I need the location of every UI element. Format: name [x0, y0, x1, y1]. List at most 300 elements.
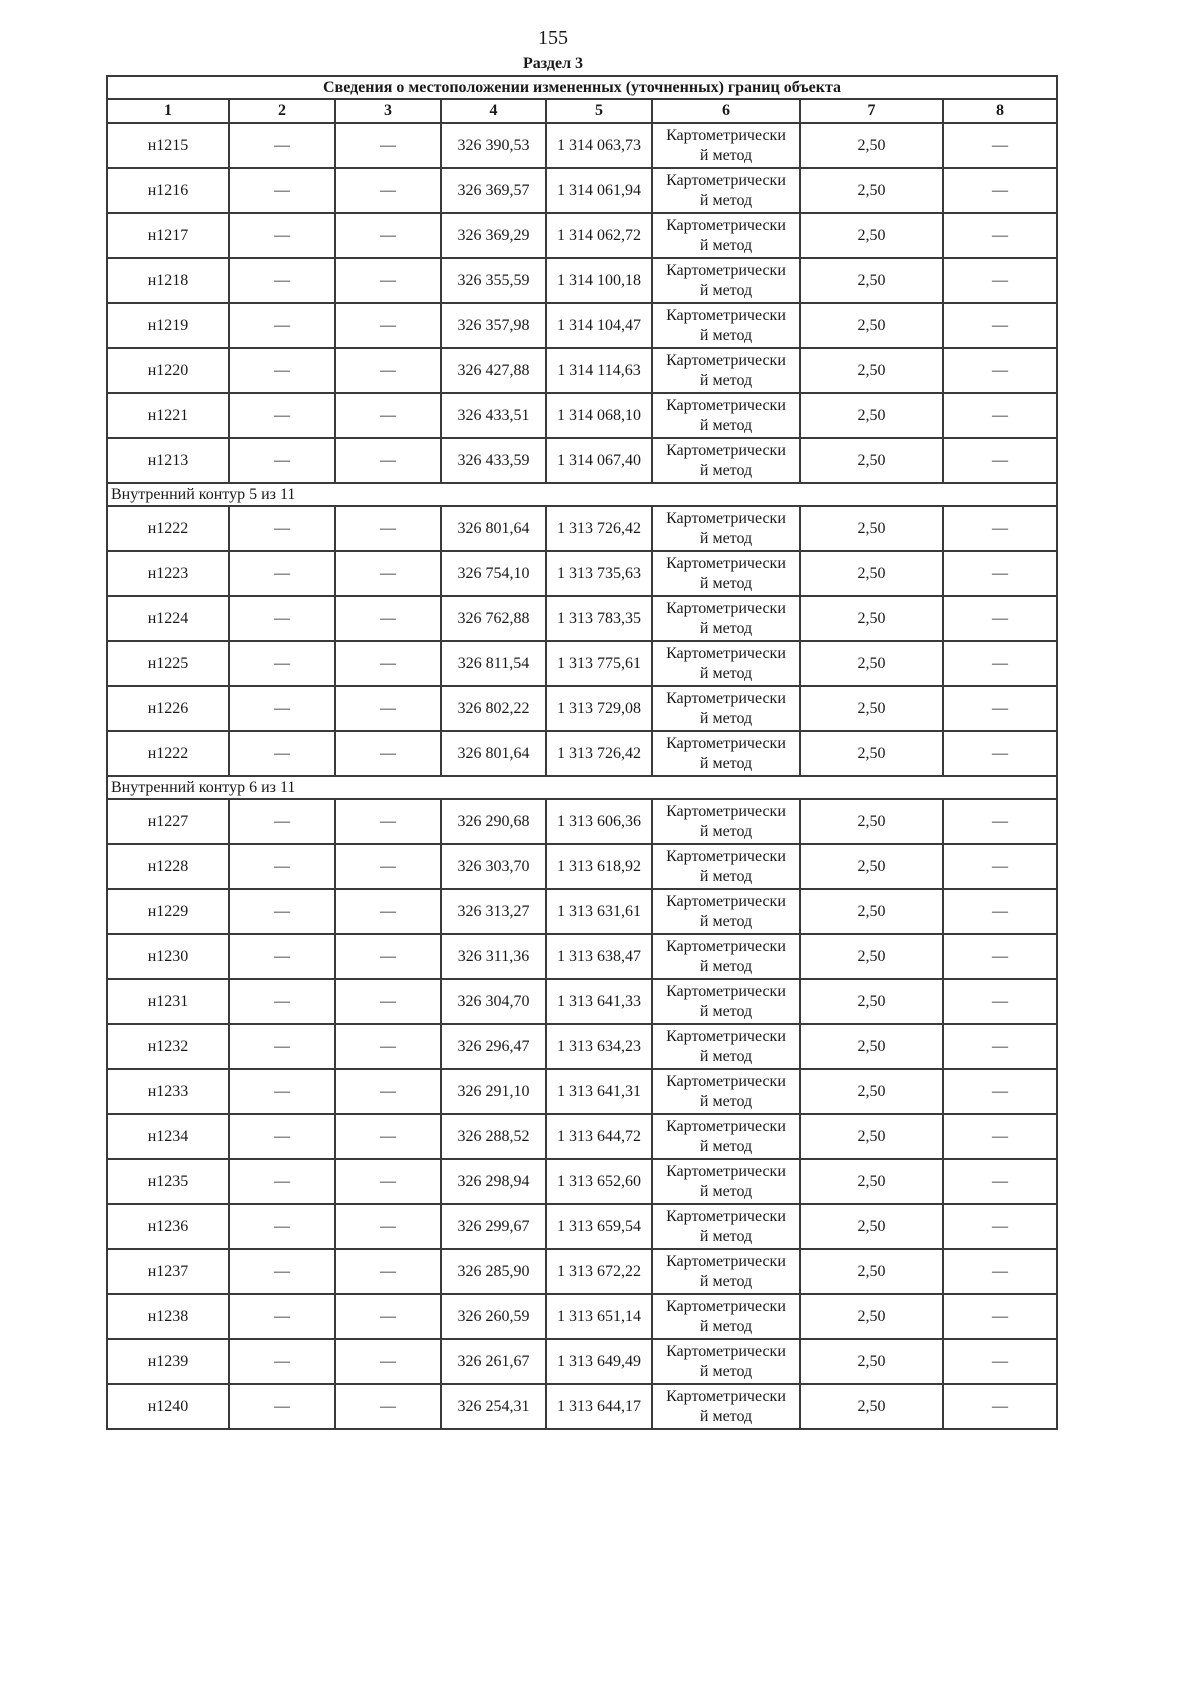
- cell-y-coord: 1 314 114,63: [546, 348, 652, 393]
- cell-x-coord: 326 303,70: [441, 844, 546, 889]
- cell-accuracy: 2,50: [800, 1384, 943, 1429]
- cell-col8: —: [943, 393, 1057, 438]
- cell-accuracy: 2,50: [800, 934, 943, 979]
- cell-col3: —: [335, 506, 441, 551]
- column-number-1: 1: [107, 99, 229, 123]
- cell-point-id: н1233: [107, 1069, 229, 1114]
- cell-col3: —: [335, 1114, 441, 1159]
- method-line-2: й метод: [699, 709, 753, 727]
- table-row: [107, 844, 1057, 889]
- cell-accuracy: 2,50: [800, 1339, 943, 1384]
- cell-method: [652, 258, 800, 303]
- table-row: [107, 393, 1057, 438]
- cell-y-coord: 1 313 729,08: [546, 686, 652, 731]
- table-row: [107, 686, 1057, 731]
- cell-method: [652, 168, 800, 213]
- cell-col8: —: [943, 303, 1057, 348]
- method-line-1: Картометрически: [666, 1297, 786, 1315]
- cell-x-coord: 326 291,10: [441, 1069, 546, 1114]
- cell-method: [652, 506, 800, 551]
- cell-method: [652, 844, 800, 889]
- cell-point-id: н1215: [107, 123, 229, 168]
- cell-accuracy: 2,50: [800, 641, 943, 686]
- method-line-2: й метод: [699, 619, 753, 637]
- cell-col3: —: [335, 1159, 441, 1204]
- table-row: [107, 1294, 1057, 1339]
- cell-point-id: н1228: [107, 844, 229, 889]
- cell-x-coord: 326 802,22: [441, 686, 546, 731]
- cell-col3: —: [335, 1249, 441, 1294]
- cell-col8: —: [943, 934, 1057, 979]
- cell-accuracy: 2,50: [800, 1294, 943, 1339]
- cell-col2: —: [229, 213, 335, 258]
- cell-x-coord: 326 433,59: [441, 438, 546, 483]
- table-row: [107, 123, 1057, 168]
- cell-y-coord: 1 313 652,60: [546, 1159, 652, 1204]
- cell-x-coord: 326 311,36: [441, 934, 546, 979]
- table-row: [107, 213, 1057, 258]
- table-row: [107, 1159, 1057, 1204]
- cell-accuracy: 2,50: [800, 551, 943, 596]
- cell-y-coord: 1 313 644,17: [546, 1384, 652, 1429]
- method-line-2: й метод: [699, 1092, 753, 1110]
- cell-x-coord: 326 357,98: [441, 303, 546, 348]
- column-number-5: 5: [546, 99, 652, 123]
- cell-method: [652, 641, 800, 686]
- method-line-1: Картометрически: [666, 1162, 786, 1180]
- cell-col3: —: [335, 889, 441, 934]
- method-line-2: й метод: [699, 912, 753, 930]
- cell-point-id: н1230: [107, 934, 229, 979]
- cell-x-coord: 326 260,59: [441, 1294, 546, 1339]
- cell-point-id: н1220: [107, 348, 229, 393]
- cell-col2: —: [229, 258, 335, 303]
- method-line-2: й метод: [699, 1047, 753, 1065]
- column-number-6: 6: [652, 99, 800, 123]
- cell-point-id: н1237: [107, 1249, 229, 1294]
- column-number-3: 3: [335, 99, 441, 123]
- cell-y-coord: 1 313 618,92: [546, 844, 652, 889]
- method-line-1: Картометрически: [666, 351, 786, 369]
- cell-col8: —: [943, 731, 1057, 776]
- cell-col2: —: [229, 1339, 335, 1384]
- cell-method: [652, 393, 800, 438]
- method-line-1: Картометрически: [666, 509, 786, 527]
- cell-method: [652, 1204, 800, 1249]
- cell-col3: —: [335, 1339, 441, 1384]
- cell-col3: —: [335, 686, 441, 731]
- cell-x-coord: 326 285,90: [441, 1249, 546, 1294]
- cell-col2: —: [229, 1024, 335, 1069]
- cell-col2: —: [229, 596, 335, 641]
- cell-y-coord: 1 313 726,42: [546, 731, 652, 776]
- cell-col3: —: [335, 1384, 441, 1429]
- cell-x-coord: 326 299,67: [441, 1204, 546, 1249]
- cell-point-id: н1226: [107, 686, 229, 731]
- cell-col8: —: [943, 168, 1057, 213]
- cell-col8: —: [943, 551, 1057, 596]
- cell-x-coord: 326 290,68: [441, 799, 546, 844]
- table-row: [107, 641, 1057, 686]
- cell-accuracy: 2,50: [800, 1159, 943, 1204]
- cell-y-coord: 1 313 735,63: [546, 551, 652, 596]
- cell-x-coord: 326 288,52: [441, 1114, 546, 1159]
- cell-col8: —: [943, 641, 1057, 686]
- method-line-1: Картометрически: [666, 261, 786, 279]
- cell-col2: —: [229, 686, 335, 731]
- cell-method: [652, 686, 800, 731]
- method-line-2: й метод: [699, 461, 753, 479]
- cell-point-id: н1221: [107, 393, 229, 438]
- method-line-2: й метод: [699, 191, 753, 209]
- cell-col2: —: [229, 889, 335, 934]
- cell-point-id: н1222: [107, 506, 229, 551]
- cell-x-coord: 326 304,70: [441, 979, 546, 1024]
- cell-col8: —: [943, 844, 1057, 889]
- method-line-2: й метод: [699, 146, 753, 164]
- cell-y-coord: 1 314 061,94: [546, 168, 652, 213]
- cell-col8: —: [943, 979, 1057, 1024]
- table-row: [107, 979, 1057, 1024]
- cell-y-coord: 1 313 631,61: [546, 889, 652, 934]
- cell-col2: —: [229, 551, 335, 596]
- cell-x-coord: 326 762,88: [441, 596, 546, 641]
- table-row: [107, 348, 1057, 393]
- table-row: [107, 596, 1057, 641]
- cell-y-coord: 1 313 783,35: [546, 596, 652, 641]
- cell-accuracy: 2,50: [800, 123, 943, 168]
- column-number-4: 4: [441, 99, 546, 123]
- cell-col8: —: [943, 1339, 1057, 1384]
- cell-accuracy: 2,50: [800, 889, 943, 934]
- table-row: [107, 799, 1057, 844]
- cell-accuracy: 2,50: [800, 258, 943, 303]
- table-title-row: [107, 76, 1057, 99]
- cell-point-id: н1219: [107, 303, 229, 348]
- method-line-1: Картометрически: [666, 734, 786, 752]
- cell-y-coord: 1 314 100,18: [546, 258, 652, 303]
- cell-x-coord: 326 433,51: [441, 393, 546, 438]
- cell-y-coord: 1 313 659,54: [546, 1204, 652, 1249]
- method-line-1: Картометрически: [666, 554, 786, 572]
- method-line-1: Картометрически: [666, 982, 786, 1000]
- cell-col8: —: [943, 596, 1057, 641]
- cell-y-coord: 1 313 726,42: [546, 506, 652, 551]
- cell-x-coord: 326 369,29: [441, 213, 546, 258]
- cell-accuracy: 2,50: [800, 393, 943, 438]
- cell-col2: —: [229, 506, 335, 551]
- cell-col8: —: [943, 1159, 1057, 1204]
- cell-accuracy: 2,50: [800, 596, 943, 641]
- cell-point-id: н1227: [107, 799, 229, 844]
- cell-accuracy: 2,50: [800, 731, 943, 776]
- cell-col2: —: [229, 641, 335, 686]
- cell-col3: —: [335, 213, 441, 258]
- cell-y-coord: 1 313 644,72: [546, 1114, 652, 1159]
- cell-col2: —: [229, 303, 335, 348]
- page-number: 155: [538, 27, 568, 49]
- method-line-2: й метод: [699, 1182, 753, 1200]
- method-line-2: й метод: [699, 1407, 753, 1425]
- cell-accuracy: 2,50: [800, 1114, 943, 1159]
- cell-method: [652, 1339, 800, 1384]
- method-line-2: й метод: [699, 236, 753, 254]
- coordinates-table: [106, 75, 1058, 1430]
- cell-col3: —: [335, 393, 441, 438]
- method-line-2: й метод: [699, 416, 753, 434]
- cell-col3: —: [335, 844, 441, 889]
- cell-col8: —: [943, 123, 1057, 168]
- method-line-2: й метод: [699, 664, 753, 682]
- cell-col3: —: [335, 641, 441, 686]
- cell-x-coord: 326 298,94: [441, 1159, 546, 1204]
- cell-method: [652, 934, 800, 979]
- method-line-2: й метод: [699, 1002, 753, 1020]
- column-number-row: [107, 99, 1057, 123]
- cell-x-coord: 326 313,27: [441, 889, 546, 934]
- cell-col3: —: [335, 1024, 441, 1069]
- cell-point-id: н1229: [107, 889, 229, 934]
- cell-x-coord: 326 811,54: [441, 641, 546, 686]
- table-row: [107, 551, 1057, 596]
- cell-point-id: н1222: [107, 731, 229, 776]
- cell-col8: —: [943, 686, 1057, 731]
- cell-col3: —: [335, 123, 441, 168]
- cell-col2: —: [229, 731, 335, 776]
- cell-accuracy: 2,50: [800, 506, 943, 551]
- cell-method: [652, 1069, 800, 1114]
- cell-col8: —: [943, 348, 1057, 393]
- cell-col2: —: [229, 1204, 335, 1249]
- method-line-1: Картометрически: [666, 126, 786, 144]
- cell-method: [652, 731, 800, 776]
- cell-y-coord: 1 313 651,14: [546, 1294, 652, 1339]
- cell-accuracy: 2,50: [800, 686, 943, 731]
- table-row: [107, 1384, 1057, 1429]
- cell-col3: —: [335, 1069, 441, 1114]
- cell-col2: —: [229, 844, 335, 889]
- cell-method: [652, 303, 800, 348]
- table-row: [107, 731, 1057, 776]
- cell-col2: —: [229, 393, 335, 438]
- cell-col3: —: [335, 303, 441, 348]
- cell-col2: —: [229, 438, 335, 483]
- cell-x-coord: 326 801,64: [441, 731, 546, 776]
- method-line-1: Картометрически: [666, 1207, 786, 1225]
- cell-point-id: н1232: [107, 1024, 229, 1069]
- cell-col2: —: [229, 1384, 335, 1429]
- cell-point-id: н1236: [107, 1204, 229, 1249]
- method-line-1: Картометрически: [666, 441, 786, 459]
- method-line-2: й метод: [699, 957, 753, 975]
- cell-accuracy: 2,50: [800, 168, 943, 213]
- cell-point-id: н1223: [107, 551, 229, 596]
- method-line-2: й метод: [699, 529, 753, 547]
- cell-method: [652, 1384, 800, 1429]
- method-line-1: Картометрически: [666, 1387, 786, 1405]
- cell-point-id: н1234: [107, 1114, 229, 1159]
- cell-col8: —: [943, 506, 1057, 551]
- cell-method: [652, 1024, 800, 1069]
- method-line-2: й метод: [699, 822, 753, 840]
- cell-col3: —: [335, 1204, 441, 1249]
- cell-col2: —: [229, 1294, 335, 1339]
- cell-x-coord: 326 801,64: [441, 506, 546, 551]
- contour-label: Внутренний контур 5 из 11: [107, 483, 1057, 506]
- method-line-1: Картометрически: [666, 1252, 786, 1270]
- cell-method: [652, 1249, 800, 1294]
- cell-col8: —: [943, 889, 1057, 934]
- cell-method: [652, 348, 800, 393]
- cell-method: [652, 438, 800, 483]
- cell-method: [652, 213, 800, 258]
- table-row: [107, 1114, 1057, 1159]
- cell-y-coord: 1 313 638,47: [546, 934, 652, 979]
- method-line-1: Картометрически: [666, 1342, 786, 1360]
- cell-x-coord: 326 261,67: [441, 1339, 546, 1384]
- method-line-1: Картометрически: [666, 1072, 786, 1090]
- coordinates-table-container: [106, 75, 1056, 1430]
- cell-x-coord: 326 254,31: [441, 1384, 546, 1429]
- cell-col2: —: [229, 123, 335, 168]
- method-line-1: Картометрически: [666, 396, 786, 414]
- cell-col3: —: [335, 438, 441, 483]
- method-line-1: Картометрически: [666, 599, 786, 617]
- cell-accuracy: 2,50: [800, 348, 943, 393]
- cell-y-coord: 1 314 063,73: [546, 123, 652, 168]
- cell-col3: —: [335, 1294, 441, 1339]
- cell-method: [652, 596, 800, 641]
- method-line-2: й метод: [699, 1317, 753, 1335]
- cell-col2: —: [229, 934, 335, 979]
- contour-label: Внутренний контур 6 из 11: [107, 776, 1057, 799]
- cell-point-id: н1239: [107, 1339, 229, 1384]
- cell-x-coord: 326 427,88: [441, 348, 546, 393]
- method-line-2: й метод: [699, 1227, 753, 1245]
- cell-col8: —: [943, 1204, 1057, 1249]
- cell-col2: —: [229, 1249, 335, 1294]
- cell-y-coord: 1 313 649,49: [546, 1339, 652, 1384]
- method-line-2: й метод: [699, 281, 753, 299]
- cell-method: [652, 799, 800, 844]
- cell-col2: —: [229, 348, 335, 393]
- cell-col8: —: [943, 1024, 1057, 1069]
- method-line-1: Картометрически: [666, 937, 786, 955]
- method-line-2: й метод: [699, 371, 753, 389]
- cell-point-id: н1218: [107, 258, 229, 303]
- method-line-2: й метод: [699, 1362, 753, 1380]
- cell-y-coord: 1 313 672,22: [546, 1249, 652, 1294]
- cell-point-id: н1217: [107, 213, 229, 258]
- cell-method: [652, 551, 800, 596]
- cell-y-coord: 1 314 062,72: [546, 213, 652, 258]
- cell-y-coord: 1 314 068,10: [546, 393, 652, 438]
- method-line-2: й метод: [699, 1272, 753, 1290]
- method-line-1: Картометрически: [666, 892, 786, 910]
- cell-col2: —: [229, 1159, 335, 1204]
- cell-accuracy: 2,50: [800, 1249, 943, 1294]
- table-row: [107, 1339, 1057, 1384]
- cell-accuracy: 2,50: [800, 1204, 943, 1249]
- cell-col8: —: [943, 213, 1057, 258]
- table-row: [107, 1069, 1057, 1114]
- cell-col3: —: [335, 551, 441, 596]
- cell-accuracy: 2,50: [800, 979, 943, 1024]
- cell-y-coord: 1 313 641,31: [546, 1069, 652, 1114]
- section-title: Раздел 3: [522, 55, 584, 72]
- cell-method: [652, 889, 800, 934]
- cell-col2: —: [229, 168, 335, 213]
- cell-accuracy: 2,50: [800, 303, 943, 348]
- method-line-2: й метод: [699, 1137, 753, 1155]
- cell-col2: —: [229, 1069, 335, 1114]
- column-number-7: 7: [800, 99, 943, 123]
- method-line-1: Картометрически: [666, 802, 786, 820]
- cell-x-coord: 326 296,47: [441, 1024, 546, 1069]
- method-line-2: й метод: [699, 754, 753, 772]
- table-row: [107, 438, 1057, 483]
- cell-x-coord: 326 390,53: [441, 123, 546, 168]
- method-line-1: Картометрически: [666, 1027, 786, 1045]
- cell-col3: —: [335, 596, 441, 641]
- method-line-1: Картометрически: [666, 1117, 786, 1135]
- column-number-2: 2: [229, 99, 335, 123]
- table-row: [107, 506, 1057, 551]
- cell-y-coord: 1 313 606,36: [546, 799, 652, 844]
- table-body: [107, 76, 1057, 1429]
- method-line-1: Картометрически: [666, 216, 786, 234]
- cell-col3: —: [335, 979, 441, 1024]
- cell-point-id: н1240: [107, 1384, 229, 1429]
- table-row: [107, 1024, 1057, 1069]
- cell-x-coord: 326 355,59: [441, 258, 546, 303]
- cell-point-id: н1224: [107, 596, 229, 641]
- cell-x-coord: 326 369,57: [441, 168, 546, 213]
- cell-col3: —: [335, 168, 441, 213]
- cell-col8: —: [943, 1114, 1057, 1159]
- cell-col2: —: [229, 1114, 335, 1159]
- cell-col8: —: [943, 1249, 1057, 1294]
- cell-accuracy: 2,50: [800, 1024, 943, 1069]
- cell-col8: —: [943, 799, 1057, 844]
- method-line-1: Картометрически: [666, 644, 786, 662]
- cell-accuracy: 2,50: [800, 1069, 943, 1114]
- method-line-2: й метод: [699, 867, 753, 885]
- cell-method: [652, 979, 800, 1024]
- cell-col3: —: [335, 731, 441, 776]
- method-line-2: й метод: [699, 326, 753, 344]
- method-line-2: й метод: [699, 574, 753, 592]
- method-line-1: Картометрически: [666, 171, 786, 189]
- cell-y-coord: 1 314 104,47: [546, 303, 652, 348]
- cell-col8: —: [943, 1294, 1057, 1339]
- cell-col3: —: [335, 348, 441, 393]
- cell-method: [652, 1114, 800, 1159]
- contour-label-row: [107, 776, 1057, 799]
- cell-y-coord: 1 313 634,23: [546, 1024, 652, 1069]
- cell-col3: —: [335, 799, 441, 844]
- cell-accuracy: 2,50: [800, 799, 943, 844]
- cell-accuracy: 2,50: [800, 844, 943, 889]
- table-row: [107, 168, 1057, 213]
- cell-y-coord: 1 313 641,33: [546, 979, 652, 1024]
- cell-col8: —: [943, 258, 1057, 303]
- cell-point-id: н1213: [107, 438, 229, 483]
- method-line-1: Картометрически: [666, 689, 786, 707]
- table-row: [107, 1204, 1057, 1249]
- cell-method: [652, 123, 800, 168]
- cell-method: [652, 1159, 800, 1204]
